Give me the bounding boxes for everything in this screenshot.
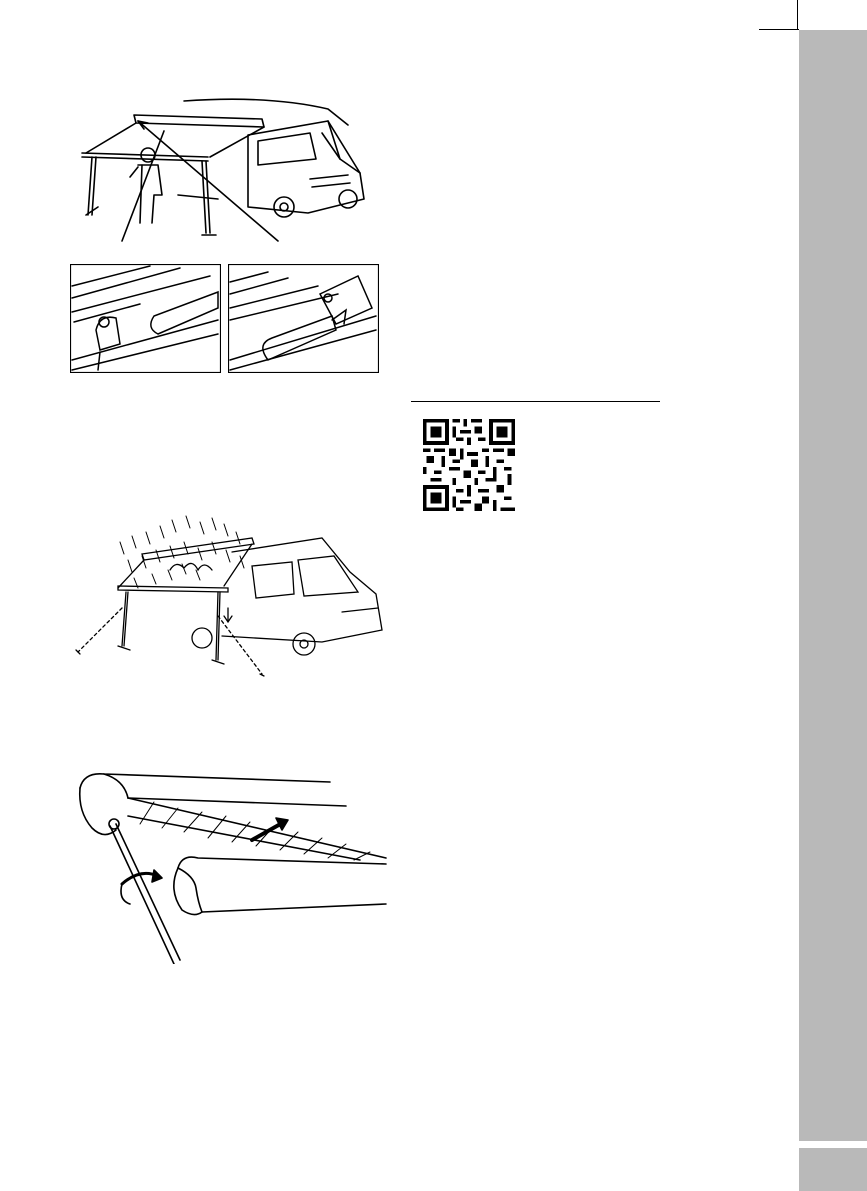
awning-crank-retract-illustration — [70, 768, 390, 964]
crop-mark-left — [759, 29, 799, 30]
qr-code — [423, 419, 515, 511]
crop-mark-top — [797, 0, 798, 30]
page-number-box — [799, 1148, 867, 1191]
section-side-tab — [799, 30, 867, 1141]
awning-bracket-detail-right — [228, 264, 379, 373]
awning-bracket-detail-left — [70, 264, 221, 373]
awning-rain-tilt-illustration — [72, 512, 392, 682]
awning-extension-van-illustration — [78, 95, 368, 250]
section-divider — [411, 401, 660, 402]
